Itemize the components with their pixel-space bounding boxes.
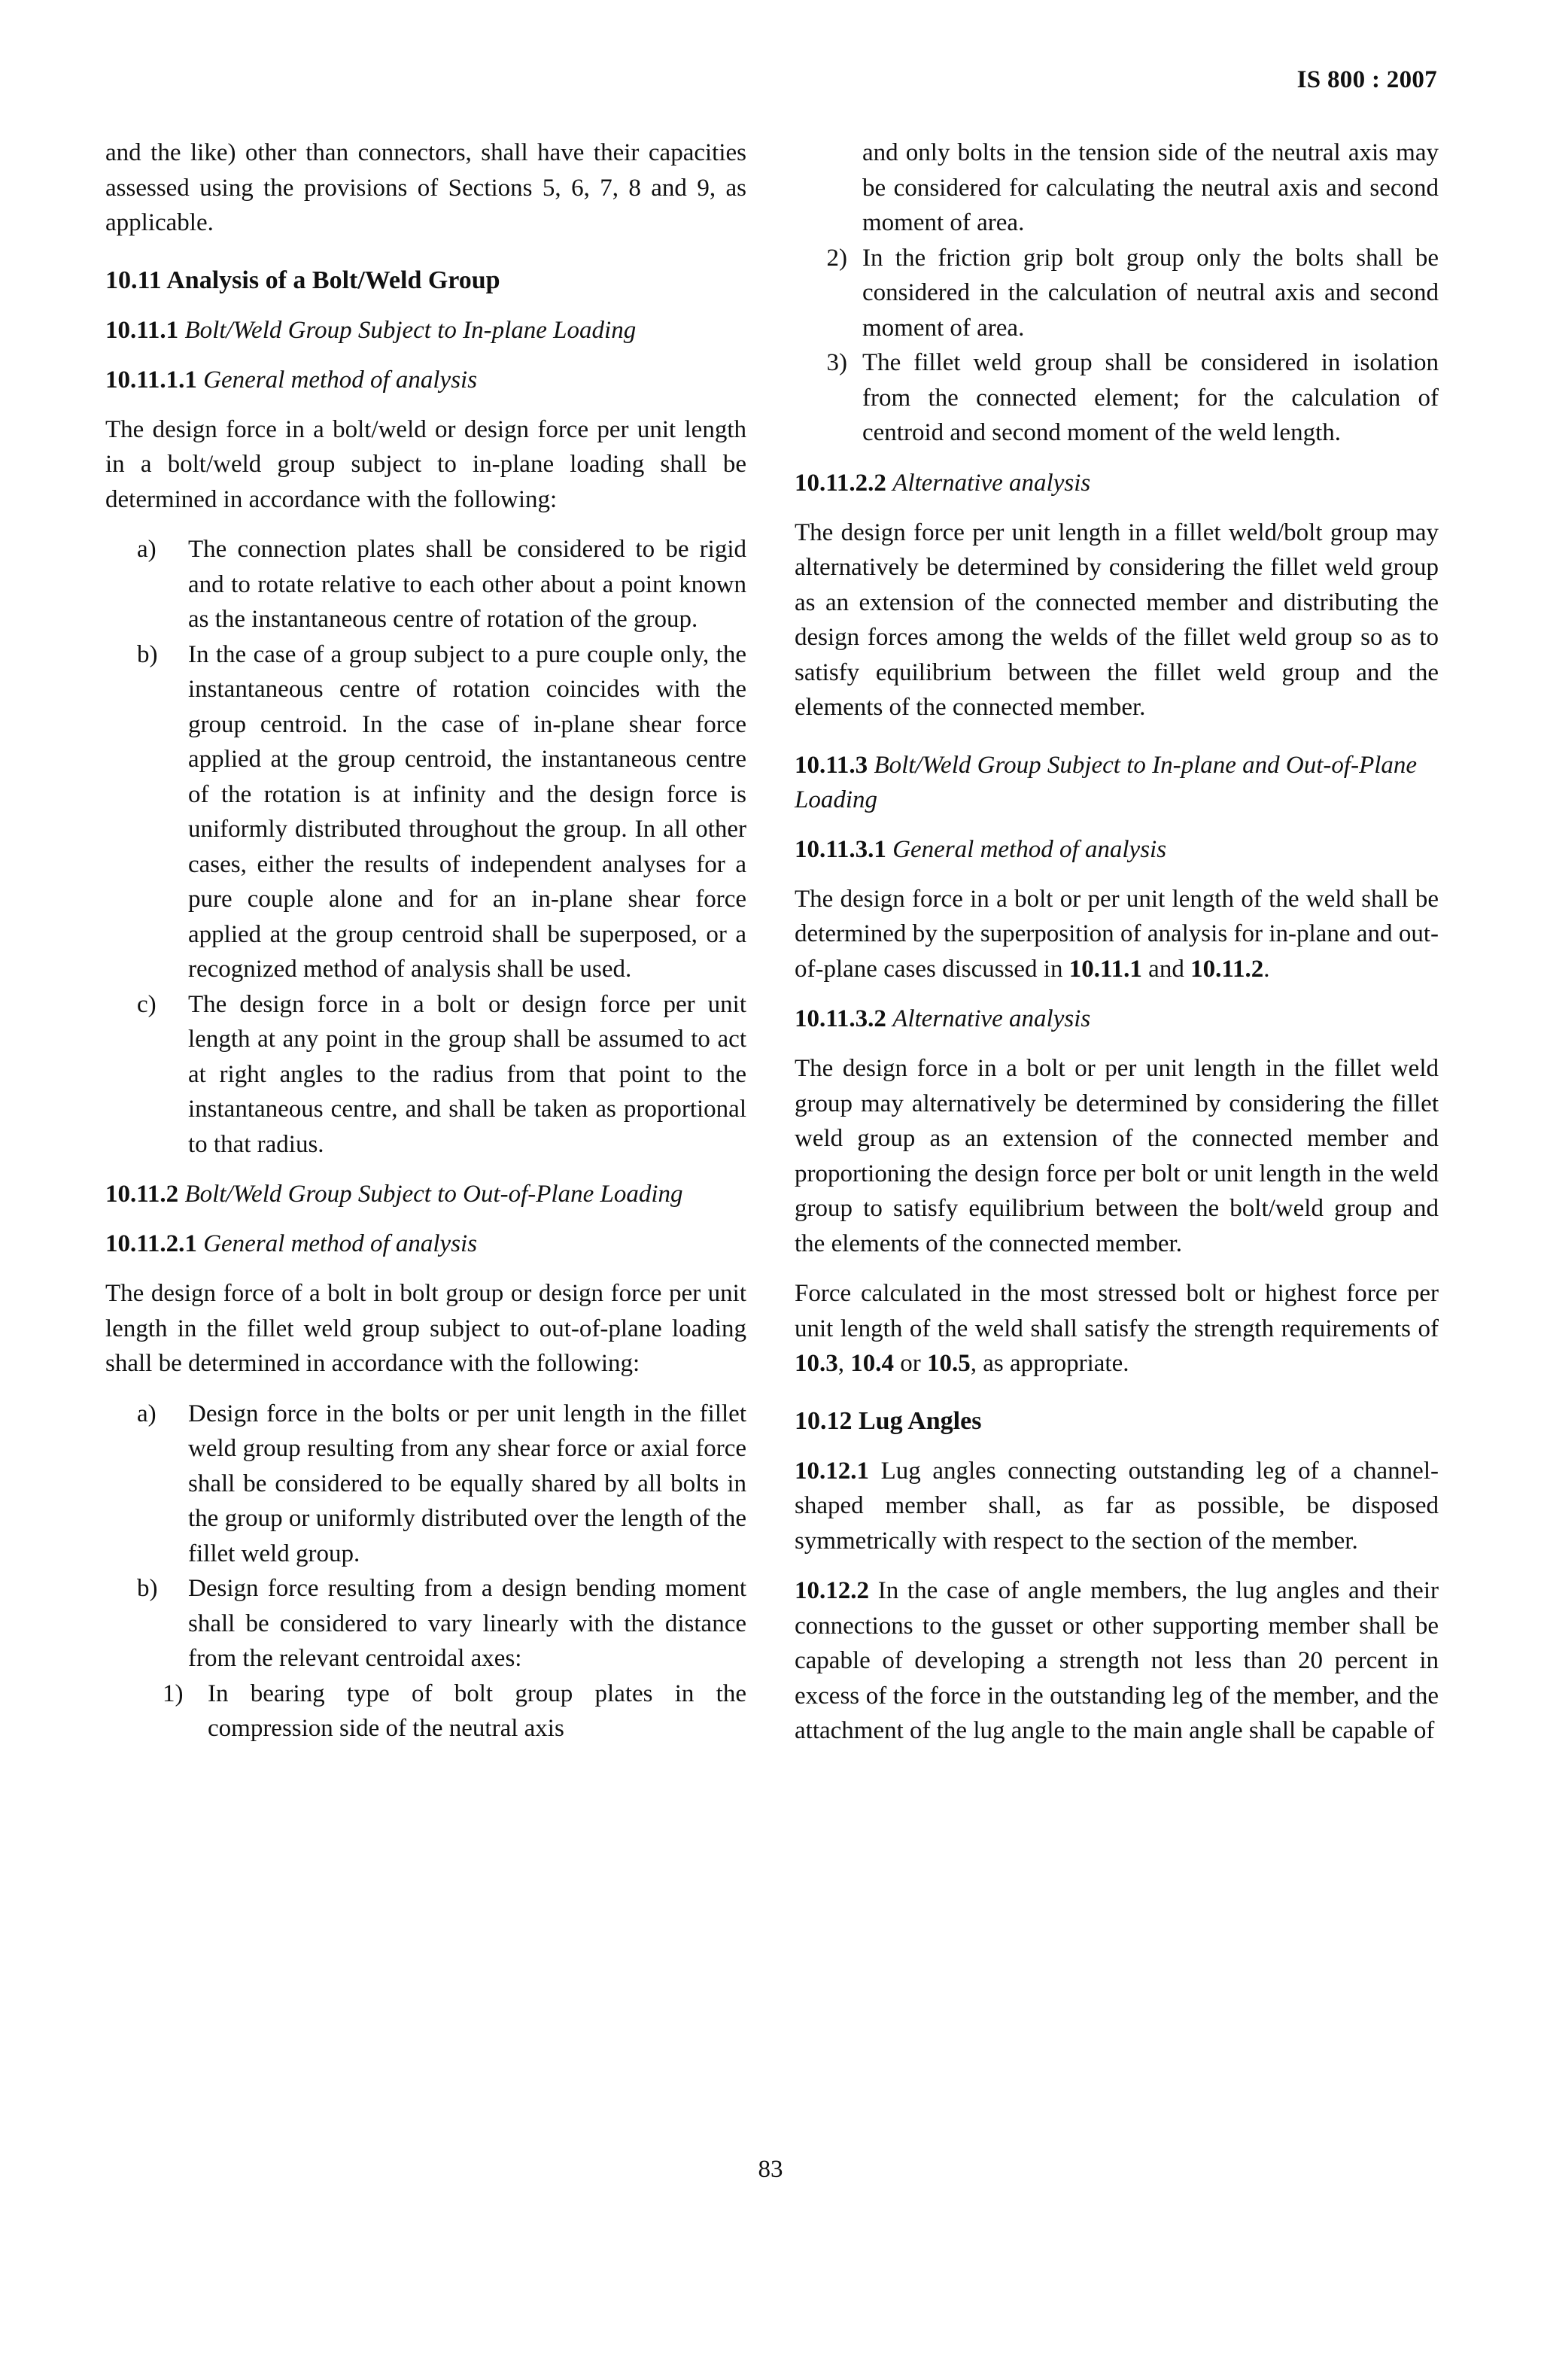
section-title: Bolt/Weld Group Subject to Out-of-Plane Loading — [184, 1181, 683, 1208]
paragraph-alternative-analysis: The design force per unit length in a fillet weld/bolt group may alternatively be determined by considering the fillet weld group as an extension of the connected member and distributing the design forces among the welds of the fillet weld group so as to satisfy equilibrium between the fillet weld group and the elements of the connected member. — [795, 518, 1439, 721]
clause-number: 10.12.2 — [795, 1577, 869, 1604]
paragraph-alternative-analysis-2: The design force in a bolt or per unit length in the fillet weld group may alternatively be determined by considering the fillet weld group as an extension of the connected member and proportioning the design force per bolt or unit length in the weld group to satisfy equilibrium between the bolt/weld group and the elements of the connected member. — [795, 1055, 1439, 1257]
section-title: Alternative analysis — [892, 1005, 1091, 1032]
cross-reference: 10.4 — [850, 1350, 894, 1377]
page-number: 83 — [758, 2156, 783, 2183]
section-10-12-heading: 10.12 Lug Angles — [795, 1406, 982, 1435]
out-of-plane-list — [105, 1397, 746, 1676]
section-title: General method of analysis — [203, 366, 478, 394]
section-number: 10.11.3 — [795, 751, 868, 779]
list-text: The design force in a bolt or design force per unit length at any point in the group shall be assumed to act at right angles to the radius from that point to the instantaneous centre, and shall be taken as proportional to that radius. — [188, 990, 746, 1158]
section-10-11-2-heading — [105, 1177, 746, 1211]
section-title: Bolt/Weld Group Subject to In-plane and Out-of-Plane Loading — [795, 751, 1418, 813]
standard-header: IS 800 : 2007 — [1296, 66, 1437, 93]
list-text: and only bolts in the tension side of the neutral axis may be considered for calculating the neutral axis and second moment of area. — [862, 139, 1439, 236]
section-number: 10.11.2.1 — [105, 1230, 197, 1257]
paragraph-strength-requirements: Force calculated in the most stressed bolt or highest force per unit length of the weld shall satisfy the strength requirements of 10.3, 10.4 or 10.5, as appropriate. — [795, 1280, 1439, 1377]
paragraph-superposition: The design force in a bolt or per unit length of the weld shall be determined by the superposition of analysis for in-plane and out-of-plane cases discussed in 10.11.1 and 10.11.2. — [795, 885, 1439, 983]
list-label: c) — [137, 990, 157, 1018]
section-10-11-3-1-heading — [795, 832, 1439, 867]
paragraph-10-12-2: 10.12.2 In the case of angle members, the lug angles and their connections to the gusset or other supporting member shall be capable of developing a strength not less than 20 percent in excess of the force in the outstanding leg of the member, and the attachment of the lug angle to the main angle shall be capable of — [795, 1577, 1439, 1744]
list-text: In bearing type of bolt group plates in the compression side of the neutral axis — [208, 1679, 746, 1742]
clause-number: 10.12.1 — [795, 1457, 869, 1485]
bending-sublist-continued — [795, 135, 1439, 451]
list-label: b) — [137, 1575, 158, 1602]
intro-paragraph: and the like) other than connectors, shall have their capacities assessed using the provisions of Sections 5, 6, 7, 8 and 9, as applicable. — [105, 139, 746, 236]
section-10-11-1-heading — [105, 313, 746, 348]
section-title: Alternative analysis — [892, 469, 1091, 497]
list-item — [105, 987, 746, 1163]
list-text: Design force in the bolts or per unit length in the fillet weld group resulting from any shear force or axial force shall be considered to be equally shared by all bolts in the group or uniformly distributed over the length of the fillet weld group. — [188, 1400, 746, 1567]
paragraph-10-12-1: 10.12.1 Lug angles connecting outstanding leg of a channel-shaped member shall, as far as possible, be disposed symmetrically with respect to the section of the member. — [795, 1457, 1439, 1555]
paragraph-out-of-plane: The design force of a bolt in bolt group or design force per unit length in the fillet weld group subject to out-of-plane loading shall be determined in accordance with the following: — [105, 1280, 746, 1377]
list-text: The fillet weld group shall be considered in isolation from the connected element; for the calculation of centroid and second moment of the weld length. — [862, 349, 1439, 446]
list-item-continuation — [795, 135, 1439, 241]
section-10-11-3-heading — [795, 748, 1439, 817]
cross-reference: 10.11.2 — [1190, 955, 1264, 983]
section-10-11-heading: 10.11 Analysis of a Bolt/Weld Group — [105, 266, 500, 294]
list-text: In the case of a group subject to a pure couple only, the instantaneous centre of rotation coincides with the group centroid. In the case of in-plane shear force applied at the group centroid, the instantaneous centre of the rotation is at infinity and the design force is uniformly distributed throughout the group. In all other cases, either the results of independent analyses for a pure couple alone and for an in-plane shear force applied at the group centroid shall be superposed, or a recognized method of analysis shall be used. — [188, 640, 746, 983]
section-number: 10.11.2.2 — [795, 469, 886, 497]
list-item — [105, 532, 746, 637]
section-number: 10.11.2 — [105, 1181, 179, 1208]
left-column — [105, 135, 746, 1746]
list-label: a) — [137, 536, 157, 563]
section-10-11-2-1-heading — [105, 1226, 746, 1261]
section-10-11-1-1-heading — [105, 363, 746, 397]
section-number: 10.11.1.1 — [105, 366, 197, 394]
section-number: 10.11.3.1 — [795, 835, 886, 863]
section-number: 10.11.3.2 — [795, 1005, 886, 1032]
list-label: 2) — [826, 244, 847, 272]
list-label: b) — [137, 640, 158, 668]
cross-reference: 10.11.1 — [1068, 955, 1142, 983]
right-column — [795, 135, 1439, 1749]
in-plane-list — [105, 532, 746, 1162]
list-label: a) — [137, 1400, 157, 1427]
section-title: Bolt/Weld Group Subject to In-plane Loading — [184, 316, 637, 344]
list-text: Design force resulting from a design bending moment shall be considered to vary linearly with the distance from the relevant centroidal axes: — [188, 1575, 746, 1672]
list-label: 1) — [163, 1679, 184, 1707]
list-item — [795, 241, 1439, 346]
list-item — [795, 345, 1439, 451]
list-item — [105, 1397, 746, 1572]
list-label: 3) — [826, 349, 847, 376]
list-text: The connection plates shall be considered to be rigid and to rotate relative to each other about a point known as the instantaneous centre of rotation of the group. — [188, 536, 746, 633]
list-item — [105, 1571, 746, 1676]
list-text: In the friction grip bolt group only the bolts shall be considered in the calculation of neutral axis and second moment of area. — [862, 244, 1439, 342]
bending-sublist — [105, 1676, 746, 1746]
list-item — [105, 1676, 746, 1746]
paragraph-in-plane: The design force in a bolt/weld or design force per unit length in a bolt/weld group subject to in-plane loading shall be determined in accordance with the following: — [105, 415, 746, 513]
cross-reference: 10.3 — [795, 1350, 838, 1377]
section-10-11-3-2-heading — [795, 1002, 1439, 1036]
section-number: 10.11.1 — [105, 316, 179, 344]
section-title: General method of analysis — [892, 835, 1167, 863]
cross-reference: 10.5 — [927, 1350, 971, 1377]
section-title: General method of analysis — [203, 1230, 478, 1257]
list-item — [105, 637, 746, 987]
section-10-11-2-2-heading — [795, 466, 1439, 500]
